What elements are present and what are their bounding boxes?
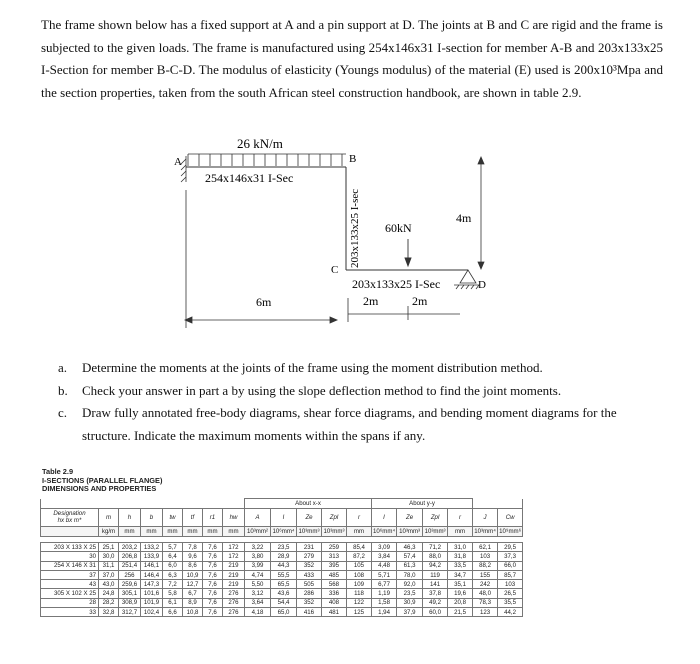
table-cell: 65,0	[271, 608, 297, 617]
table-cell: 4,18	[245, 608, 271, 617]
table-cell: 8,6	[183, 561, 203, 570]
intro-paragraph: The frame shown below has a fixed support at A and a pin support at D. The joints at B and C are rigid and the frame is subjected to the given loads. The frame is manufactured using 254x146x31 I-section for member A-B and 203x133x25 I-Section for member B-C-D. The modulus of elasticity (Youngs modulus) of the material (E) used is 200x10³Mpa and the section properties, taken from the south African steel construction handbook, are shown in table 2.9.	[41, 17, 663, 100]
udl-label: 26 kN/m	[237, 136, 283, 151]
table-cell: 7,6	[203, 589, 223, 598]
table-row	[41, 580, 549, 589]
label-d: D	[478, 279, 486, 291]
table-row	[41, 589, 549, 598]
table-cell: 21,5	[448, 608, 473, 617]
table-cell: 71,2	[423, 543, 448, 552]
label-b: B	[349, 153, 357, 165]
table-cell: 147,3	[141, 580, 163, 589]
table-cell: mm	[119, 527, 141, 537]
table-cell: 32,8	[99, 608, 119, 617]
table-cell: 37	[41, 570, 99, 579]
caption-line: Table 2.9	[42, 467, 74, 476]
table-cell: 28	[41, 598, 99, 607]
table-cell: 336	[322, 589, 347, 598]
height-dimension	[478, 157, 484, 269]
table-cell: 10,8	[183, 608, 203, 617]
table-cell: Ze	[297, 509, 322, 527]
table-cell: 259,6	[119, 580, 141, 589]
table-cell: 55,5	[271, 570, 297, 579]
table-cell: 485	[322, 570, 347, 579]
table-cell: 85,7	[498, 570, 523, 579]
table-cell: 103	[473, 552, 498, 561]
table-cell: 3,12	[245, 589, 271, 598]
table-cell: 61,3	[397, 561, 423, 570]
table-row	[41, 608, 549, 617]
table-cell: 7,2	[163, 580, 183, 589]
table-cell: 44,2	[498, 608, 523, 617]
table-cell: b	[141, 509, 163, 527]
table-cell: 26,5	[498, 589, 523, 598]
table-cell: 10³mm³	[397, 527, 423, 537]
table-cell: r1	[203, 509, 223, 527]
table-cell: 123	[473, 608, 498, 617]
table-cell: 43	[41, 580, 99, 589]
table-cell: 133,2	[141, 543, 163, 552]
table-cell: 172	[223, 552, 245, 561]
table-cell: 286	[297, 589, 322, 598]
table-cell: 308,9	[119, 598, 141, 607]
task-letter: b.	[58, 382, 68, 398]
table-cell: 30	[41, 552, 99, 561]
table-cell: 31,8	[448, 552, 473, 561]
table-cell: 118	[347, 589, 372, 598]
table-cell: 7,6	[203, 580, 223, 589]
table-cell: hw	[223, 509, 245, 527]
task-text: Determine the moments at the joints of the frame using the moment distribution method.	[82, 360, 543, 375]
table-cell: 37,3	[498, 552, 523, 561]
table-cell: 231	[297, 543, 322, 552]
table-cell: 33	[41, 608, 99, 617]
table-row	[41, 552, 549, 561]
table-cell: 7,6	[203, 552, 223, 561]
table-cell: 87,2	[347, 552, 372, 561]
table-cell: 37,9	[397, 608, 423, 617]
table-cell: Cw	[498, 509, 523, 527]
table-cell: 30,0	[99, 552, 119, 561]
table-cell: 108	[347, 570, 372, 579]
table-cell: mm	[163, 527, 183, 537]
table-cell: mm	[183, 527, 203, 537]
task-letter: c.	[58, 405, 68, 420]
table-cell: 102,4	[141, 608, 163, 617]
table-cell: 279	[297, 552, 322, 561]
table-cell: 60,0	[423, 608, 448, 617]
table-cell: 10⁹mm⁶	[499, 528, 522, 535]
table-cell: 119	[423, 570, 448, 579]
table-cell: 203 X 133 X 25	[41, 543, 99, 552]
table-cell: 408	[322, 598, 347, 607]
table-cell: 305,1	[119, 589, 141, 598]
table-cell: mm	[347, 527, 372, 537]
table-cell: 3,22	[245, 543, 271, 552]
table-cell: I	[271, 509, 297, 527]
table-row	[41, 543, 549, 552]
table-cell: r	[347, 509, 372, 527]
table-cell: 1,94	[372, 608, 397, 617]
table-cell: h	[119, 509, 141, 527]
table-cell: 66,0	[498, 561, 523, 570]
table-cell: 352	[297, 598, 322, 607]
seg1-label: 2m	[363, 294, 379, 308]
table-cell: 3,80	[245, 552, 271, 561]
table-cell: 146,4	[141, 570, 163, 579]
group-header-y: About y-y	[372, 499, 473, 509]
table-row	[41, 570, 549, 579]
task-item	[58, 380, 668, 403]
table-cell: 3,99	[245, 561, 271, 570]
table-cell: 254 X 146 X 31	[41, 561, 99, 570]
table-cell: 276	[223, 598, 245, 607]
table-cell: 7,6	[203, 608, 223, 617]
table-cell: 416	[297, 608, 322, 617]
table-caption	[42, 468, 162, 494]
table-cell: mm	[223, 527, 245, 537]
table-cell: 7,6	[203, 570, 223, 579]
table-cell: 57,4	[397, 552, 423, 561]
table-cell: 155	[473, 570, 498, 579]
table-cell: 78,0	[397, 570, 423, 579]
table-cell: 109	[347, 580, 372, 589]
table-cell: 1,19	[372, 589, 397, 598]
table-cell: 78,3	[473, 598, 498, 607]
table-cell	[41, 499, 245, 509]
label-a: A	[174, 156, 182, 168]
table-cell: 10,9	[183, 570, 203, 579]
table-cell: 31,0	[448, 543, 473, 552]
table-cell: 9,6	[183, 552, 203, 561]
table-cell: 505	[297, 580, 322, 589]
table-cell: 259	[322, 543, 347, 552]
table-cell: 49,2	[423, 598, 448, 607]
table-group-header	[41, 499, 549, 509]
table-cell: 6,0	[163, 561, 183, 570]
table-cell: 94,2	[423, 561, 448, 570]
table-cell: 4,48	[372, 561, 397, 570]
table-cell: 10³mm³	[424, 528, 446, 535]
table-cell: 3,84	[372, 552, 397, 561]
table-cell: 4,74	[245, 570, 271, 579]
table-cell: 6,4	[163, 552, 183, 561]
table-cell: 5,7	[163, 543, 183, 552]
table-cell: 251,4	[119, 561, 141, 570]
table-cell: 12,7	[183, 580, 203, 589]
table-cell: 313	[322, 552, 347, 561]
table-cell: 242	[473, 580, 498, 589]
table-cell: 35,1	[448, 580, 473, 589]
table-cell: A	[245, 509, 271, 527]
section-properties-table	[40, 498, 549, 617]
task-item	[58, 402, 668, 447]
member-bc-label: 203x133x25 I-sec	[349, 188, 361, 268]
task-item	[58, 357, 668, 380]
table-cell: 256	[119, 570, 141, 579]
table-cell: m	[99, 509, 119, 527]
table-cell: 54,4	[271, 598, 297, 607]
table-cell: 44,3	[271, 561, 297, 570]
member-cd-label: 203x133x25 I-Sec	[352, 277, 441, 291]
table-cell: kg/m	[99, 527, 119, 537]
table-cell: 10⁶mm⁴	[272, 528, 295, 535]
table-cell: 5,8	[163, 589, 183, 598]
table-cell: 34,7	[448, 570, 473, 579]
point-load-arrow	[405, 239, 411, 266]
table-cell: mm	[203, 527, 223, 537]
table-cell: 206,8	[119, 552, 141, 561]
table-cell: 276	[223, 589, 245, 598]
table-cell: mm	[448, 527, 473, 537]
table-cell: 37,0	[99, 570, 119, 579]
table-cell: 6,6	[163, 608, 183, 617]
span-ab-label: 6m	[256, 295, 272, 309]
table-units-row	[41, 527, 549, 537]
table-cell: 203,2	[119, 543, 141, 552]
table-cell: 10³mm³	[298, 528, 320, 535]
table-cell: 7,6	[203, 543, 223, 552]
table-cell: 28,2	[99, 598, 119, 607]
table-cell: 43,6	[271, 589, 297, 598]
table-cell: 48,0	[473, 589, 498, 598]
table-cell: 92,0	[397, 580, 423, 589]
table-cell: 276	[223, 608, 245, 617]
table-cell: 43,0	[99, 580, 119, 589]
table-cell: 10³mm²	[245, 527, 271, 537]
table-cell: J	[473, 509, 498, 527]
table-cell: Zpl	[322, 509, 347, 527]
table-row	[41, 561, 549, 570]
task-list	[58, 357, 668, 447]
table-cell: 30,9	[397, 598, 423, 607]
table-cell: 352	[297, 561, 322, 570]
table-cell: 3,09	[372, 543, 397, 552]
table-cell: 31,1	[99, 561, 119, 570]
table-cell: 23,5	[271, 543, 297, 552]
table-cell: I	[372, 509, 397, 527]
table-cell: 8,9	[183, 598, 203, 607]
table-cell: 19,6	[448, 589, 473, 598]
table-cell: 568	[322, 580, 347, 589]
table-cell: 24,8	[99, 589, 119, 598]
table-cell: 37,8	[423, 589, 448, 598]
pin-support-d	[454, 270, 480, 289]
table-cell: 219	[223, 580, 245, 589]
table-cell: 88,2	[473, 561, 498, 570]
table-cell: 1,58	[372, 598, 397, 607]
caption-line: DIMENSIONS AND PROPERTIES	[42, 484, 157, 494]
table-cell: 46,3	[397, 543, 423, 552]
table-cell: 35,5	[498, 598, 523, 607]
table-cell: 28,9	[271, 552, 297, 561]
table-cell: 20,8	[448, 598, 473, 607]
table-cell: 305 X 102 X 25	[41, 589, 99, 598]
height-label: 4m	[456, 211, 472, 225]
table-cell: 125	[347, 608, 372, 617]
table-cell: 5,71	[372, 570, 397, 579]
table-cell: 101,6	[141, 589, 163, 598]
table-cell	[473, 499, 523, 509]
task-letter: a.	[58, 360, 68, 375]
table-cell: tf	[183, 509, 203, 527]
table-cell: 7,6	[203, 598, 223, 607]
table-cell: r	[448, 509, 473, 527]
table-cell: 10³mm⁴	[474, 528, 496, 535]
table-cell: 10⁶mm⁴	[373, 528, 396, 535]
table-cell: 88,0	[423, 552, 448, 561]
member-ab-label: 254x146x31 I-Sec	[205, 171, 294, 185]
table-cell: 25,1	[99, 543, 119, 552]
udl-load	[188, 154, 346, 166]
table-cell: 7,6	[203, 561, 223, 570]
table-cell: 85,4	[347, 543, 372, 552]
table-cell: 133,9	[141, 552, 163, 561]
table-cell: 312,7	[119, 608, 141, 617]
table-cell: 481	[322, 608, 347, 617]
table-cell: 122	[347, 598, 372, 607]
label-c: C	[331, 264, 339, 276]
table-cell: 6,7	[183, 589, 203, 598]
table-cell: Zpl	[423, 509, 448, 527]
caption-line: I-SECTIONS (PARALLEL FLANGE)	[42, 475, 163, 485]
table-cell: 101,9	[141, 598, 163, 607]
table-cell: tw	[163, 509, 183, 527]
table-cell: mm	[141, 527, 163, 537]
table-cell: 29,5	[498, 543, 523, 552]
table-header-row	[41, 509, 549, 527]
table-cell: 7,8	[183, 543, 203, 552]
table-cell: 6,3	[163, 570, 183, 579]
table-cell: 10³mm³	[323, 528, 345, 535]
table-cell: 62,1	[473, 543, 498, 552]
table-cell: 172	[223, 543, 245, 552]
task-text: Check your answer in part a by using the slope deflection method to find the joint moments.	[82, 382, 562, 398]
group-header-x: About x-x	[245, 499, 372, 509]
table-row	[41, 598, 549, 607]
point-load-label: 60kN	[385, 221, 412, 235]
table-cell: 103	[498, 580, 523, 589]
table-cell: 6,1	[163, 598, 183, 607]
table-cell: 5,50	[245, 580, 271, 589]
seg2-label: 2m	[412, 294, 428, 308]
table-cell: 395	[322, 561, 347, 570]
table-cell: 433	[297, 570, 322, 579]
table-cell: 146,1	[141, 561, 163, 570]
table-cell: 65,5	[271, 580, 297, 589]
task-text: Draw fully annotated free-body diagrams, shear force diagrams, and bending moment diagrams for the structure. Indicate the maximum moments within the spans if any.	[82, 405, 617, 443]
designation-header: Designation hx bx m*	[41, 509, 99, 527]
table-cell: 6,77	[372, 580, 397, 589]
table-cell: 105	[347, 561, 372, 570]
table-cell: 141	[423, 580, 448, 589]
table-cell	[41, 527, 99, 537]
table-cell: 219	[223, 561, 245, 570]
table-cell: 23,5	[397, 589, 423, 598]
table-cell: 33,5	[448, 561, 473, 570]
table-cell: 3,64	[245, 598, 271, 607]
table-cell: 219	[223, 570, 245, 579]
table-cell: Ze	[397, 509, 423, 527]
